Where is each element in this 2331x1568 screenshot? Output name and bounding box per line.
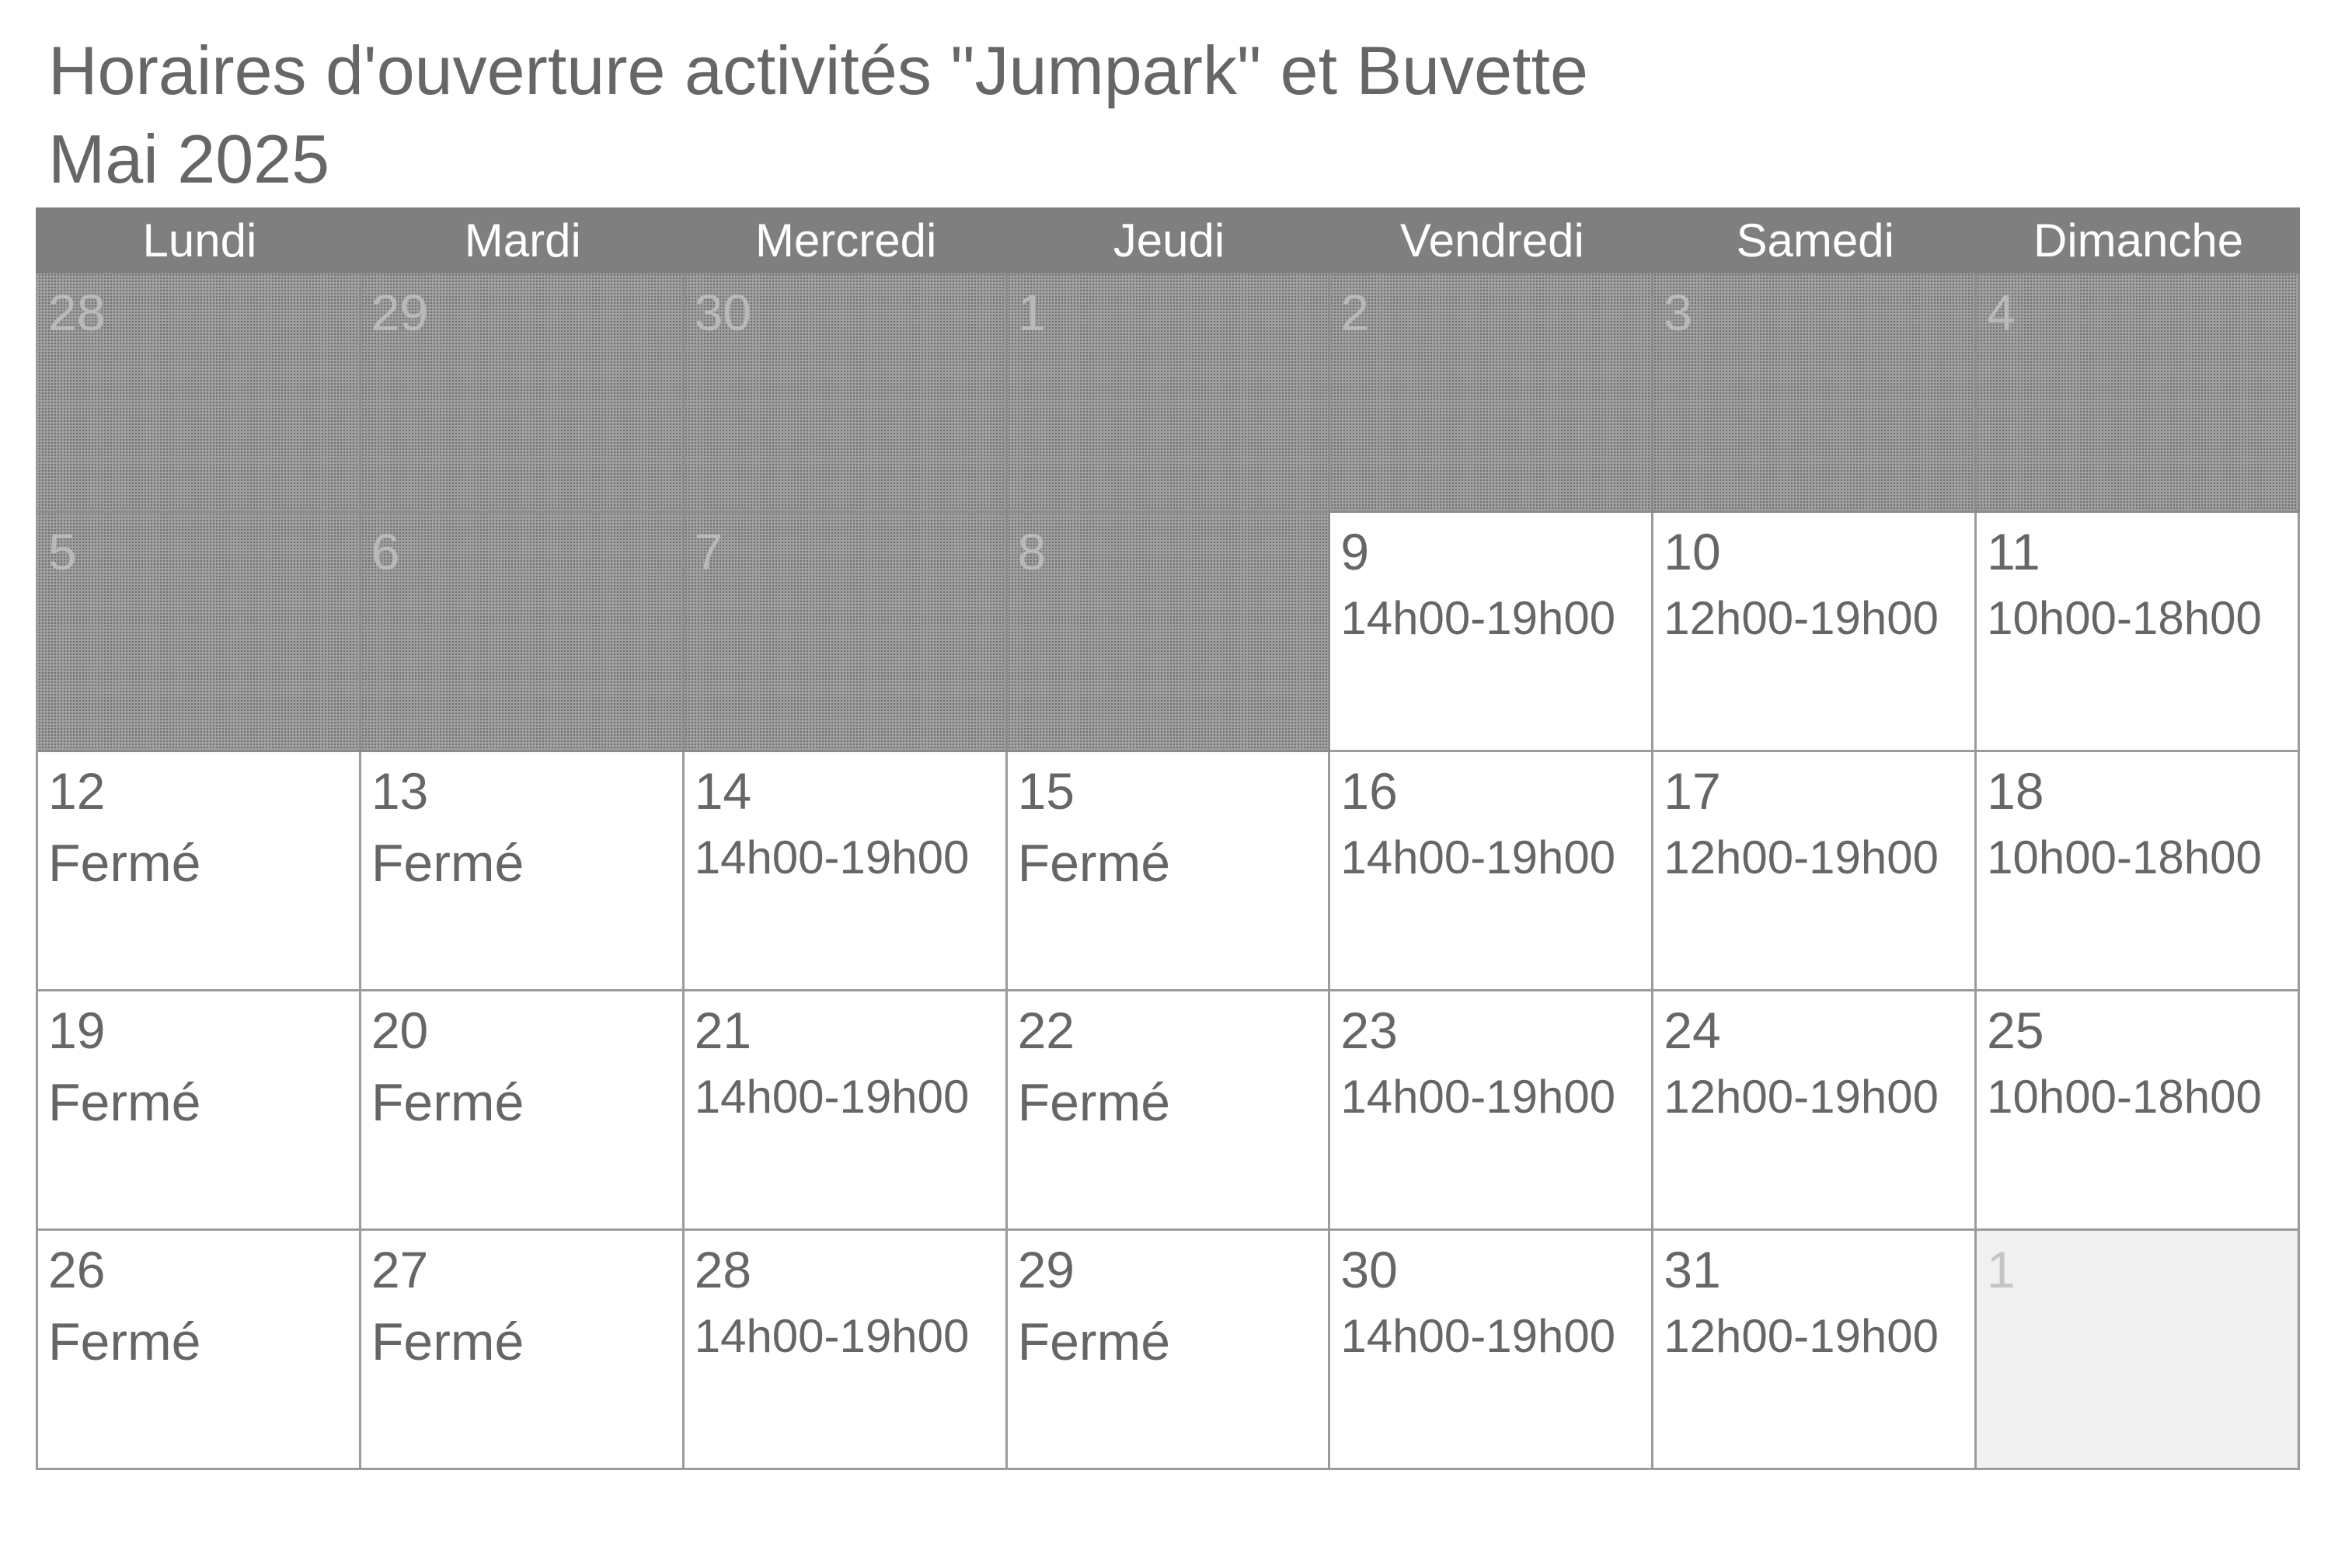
- day-cell: [1330, 1231, 1653, 1470]
- opening-hours: 10h00-18h00: [1987, 1071, 2262, 1123]
- weekday-mardi: Mardi: [464, 214, 581, 267]
- day-number: 9: [1340, 523, 1370, 580]
- day-number: 1: [1017, 284, 1047, 341]
- day-cell: [1977, 274, 2300, 513]
- opening-hours: 10h00-18h00: [1987, 831, 2262, 883]
- day-number: 13: [371, 762, 429, 820]
- weekday-header: [36, 207, 2300, 274]
- day-cell: [38, 274, 361, 513]
- day-cell: [1330, 752, 1653, 991]
- day-number: 3: [1664, 284, 1692, 341]
- opening-hours: 14h00-19h00: [694, 1071, 970, 1123]
- day-cell: [1653, 274, 1977, 513]
- page-title: [48, 26, 1588, 204]
- weekday-vendredi: Vendredi: [1399, 214, 1584, 267]
- day-number: 16: [1340, 762, 1398, 820]
- day-cell: [1653, 513, 1977, 752]
- closed-label: Fermé: [1017, 1312, 1171, 1371]
- day-number: 2: [1340, 284, 1370, 341]
- day-number: 31: [1664, 1241, 1721, 1298]
- day-number: 23: [1340, 1002, 1398, 1059]
- closed-label: Fermé: [48, 834, 201, 893]
- day-number: 12: [48, 762, 106, 820]
- day-cell: [1008, 274, 1331, 513]
- day-number: 4: [1987, 284, 2016, 341]
- day-number: 28: [694, 1241, 752, 1298]
- day-cell: [38, 513, 361, 752]
- day-cell: [1008, 752, 1331, 991]
- opening-hours: 10h00-18h00: [1987, 592, 2262, 644]
- day-number: 8: [1017, 523, 1047, 580]
- day-number: 7: [694, 523, 723, 580]
- closed-label: Fermé: [48, 1312, 201, 1371]
- day-cell: [1653, 752, 1977, 991]
- opening-hours: 12h00-19h00: [1664, 592, 1939, 644]
- day-number: 6: [371, 523, 400, 580]
- day-number: 15: [1017, 762, 1075, 820]
- day-number: 14: [694, 762, 752, 820]
- opening-hours: 14h00-19h00: [1340, 592, 1616, 644]
- opening-hours: 14h00-19h00: [694, 1310, 970, 1362]
- weekday-mercredi: Mercredi: [754, 214, 937, 267]
- day-cell: [361, 274, 685, 513]
- day-number: 30: [1340, 1241, 1398, 1298]
- day-number: 19: [48, 1002, 106, 1059]
- day-number: 20: [371, 1002, 429, 1059]
- opening-hours: 14h00-19h00: [1340, 831, 1616, 883]
- closed-label: Fermé: [1017, 834, 1171, 893]
- opening-hours: 14h00-19h00: [1340, 1071, 1616, 1123]
- day-cell: [685, 991, 1008, 1231]
- opening-hours: 12h00-19h00: [1664, 1071, 1939, 1123]
- day-number: 26: [48, 1241, 106, 1298]
- day-number: 29: [371, 284, 429, 341]
- day-number: 27: [371, 1241, 429, 1298]
- day-cell: [38, 752, 361, 991]
- day-cell: [1008, 1231, 1331, 1470]
- day-number: 25: [1987, 1002, 2044, 1059]
- title-text: Horaires d'ouverture activités "Jumpark" et Buvette: [48, 32, 1588, 109]
- day-cell: [685, 1231, 1008, 1470]
- day-cell: [1008, 513, 1331, 752]
- day-cell: [685, 752, 1008, 991]
- day-cell: [361, 513, 685, 752]
- day-cell: [1653, 1231, 1977, 1470]
- day-number: 10: [1664, 523, 1721, 580]
- day-cell: [1330, 274, 1653, 513]
- opening-hours: 14h00-19h00: [1340, 1310, 1616, 1362]
- day-number: 21: [694, 1002, 752, 1059]
- day-cell: [361, 1231, 685, 1470]
- closed-label: Fermé: [371, 1312, 524, 1371]
- day-cell: [361, 752, 685, 991]
- day-cell: [1330, 991, 1653, 1231]
- day-number: 22: [1017, 1002, 1075, 1059]
- closed-label: Fermé: [48, 1073, 201, 1132]
- day-number: 1: [1987, 1241, 2016, 1298]
- opening-hours: 12h00-19h00: [1664, 831, 1939, 883]
- day-cell: [1977, 1231, 2300, 1470]
- calendar: [36, 207, 2300, 1470]
- calendar-grid: [36, 274, 2300, 1470]
- day-number: 30: [694, 284, 752, 341]
- day-number: 29: [1017, 1241, 1075, 1298]
- day-number: 18: [1987, 762, 2044, 820]
- weekday-samedi: Samedi: [1736, 214, 1894, 267]
- day-number: 17: [1664, 762, 1721, 820]
- day-cell: [38, 991, 361, 1231]
- closed-label: Fermé: [1017, 1073, 1171, 1132]
- day-number: 24: [1664, 1002, 1721, 1059]
- day-cell: [1977, 513, 2300, 752]
- day-cell: [361, 991, 685, 1231]
- day-cell: [685, 513, 1008, 752]
- opening-hours: 14h00-19h00: [694, 831, 970, 883]
- weekday-dimanche: Dimanche: [2033, 214, 2244, 267]
- weekday-lundi: Lundi: [142, 214, 257, 267]
- day-number: 5: [48, 523, 77, 580]
- day-cell: [1008, 991, 1331, 1231]
- day-cell: [685, 274, 1008, 513]
- closed-label: Fermé: [371, 1073, 524, 1132]
- day-number: 11: [1987, 523, 2040, 580]
- weekday-jeudi: Jeudi: [1113, 214, 1225, 267]
- day-number: 28: [48, 284, 106, 341]
- closed-label: Fermé: [371, 834, 524, 893]
- month-label: Mai 2025: [48, 120, 330, 197]
- opening-hours: 12h00-19h00: [1664, 1310, 1939, 1362]
- day-cell: [1330, 513, 1653, 752]
- day-cell: [1653, 991, 1977, 1231]
- day-cell: [1977, 991, 2300, 1231]
- day-cell: [1977, 752, 2300, 991]
- day-cell: [38, 1231, 361, 1470]
